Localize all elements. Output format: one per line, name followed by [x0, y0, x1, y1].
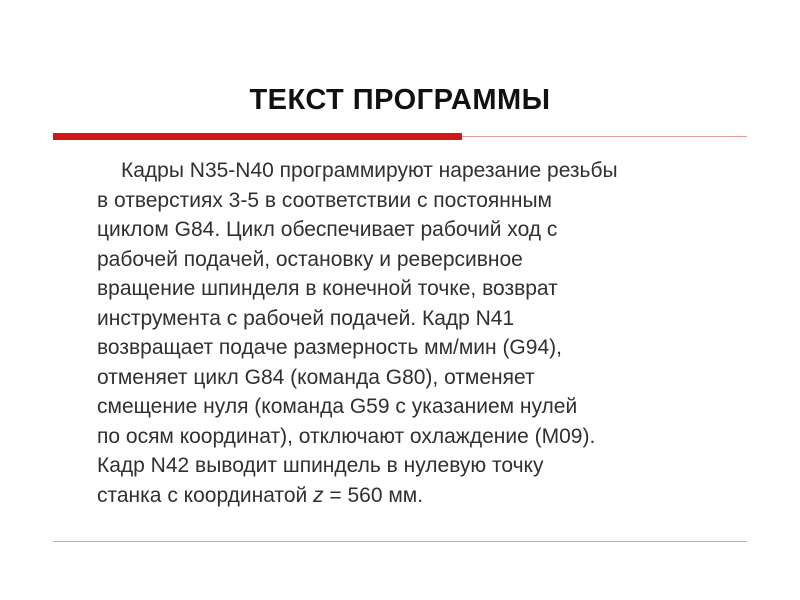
bottom-divider-line [53, 541, 747, 542]
last-line-suffix: = 560 мм. [323, 483, 424, 507]
slide-title: ТЕКСТ ПРОГРАММЫ [249, 84, 551, 116]
body-line: смещение нуля (команда G59 с указанием нулей [97, 395, 578, 418]
body-line: по осям координат), отключают охлаждение (M09). [97, 424, 596, 448]
last-line-prefix: станка с координатой [97, 483, 314, 507]
body-line: циклом G84. Цикл обеспечивает рабочий ход с [97, 218, 558, 241]
title-accent-bar [53, 133, 462, 140]
body-line: Кадры N35-N40 программируют нарезание резьбы [121, 159, 618, 182]
body-line: возвращает подаче размерность мм/мин (G94), [97, 336, 562, 359]
coordinate-variable: z [313, 483, 324, 507]
slide-body-text [97, 156, 757, 510]
body-line: Кадр N42 выводит шпиндель в нулевую точку [97, 454, 544, 477]
body-line: в отверстиях 3-5 в соответствии с постоянным [97, 188, 552, 212]
body-line: инструмента с рабочей подачей. Кадр N41 [97, 306, 515, 330]
body-line: рабочей подачей, остановку и реверсивное [97, 247, 523, 271]
body-line: отменяет цикл G84 (команда G80), отменяет [97, 365, 535, 389]
body-line: вращение шпинделя в конечной точке, возврат [97, 277, 558, 300]
body-line-last [97, 481, 757, 511]
